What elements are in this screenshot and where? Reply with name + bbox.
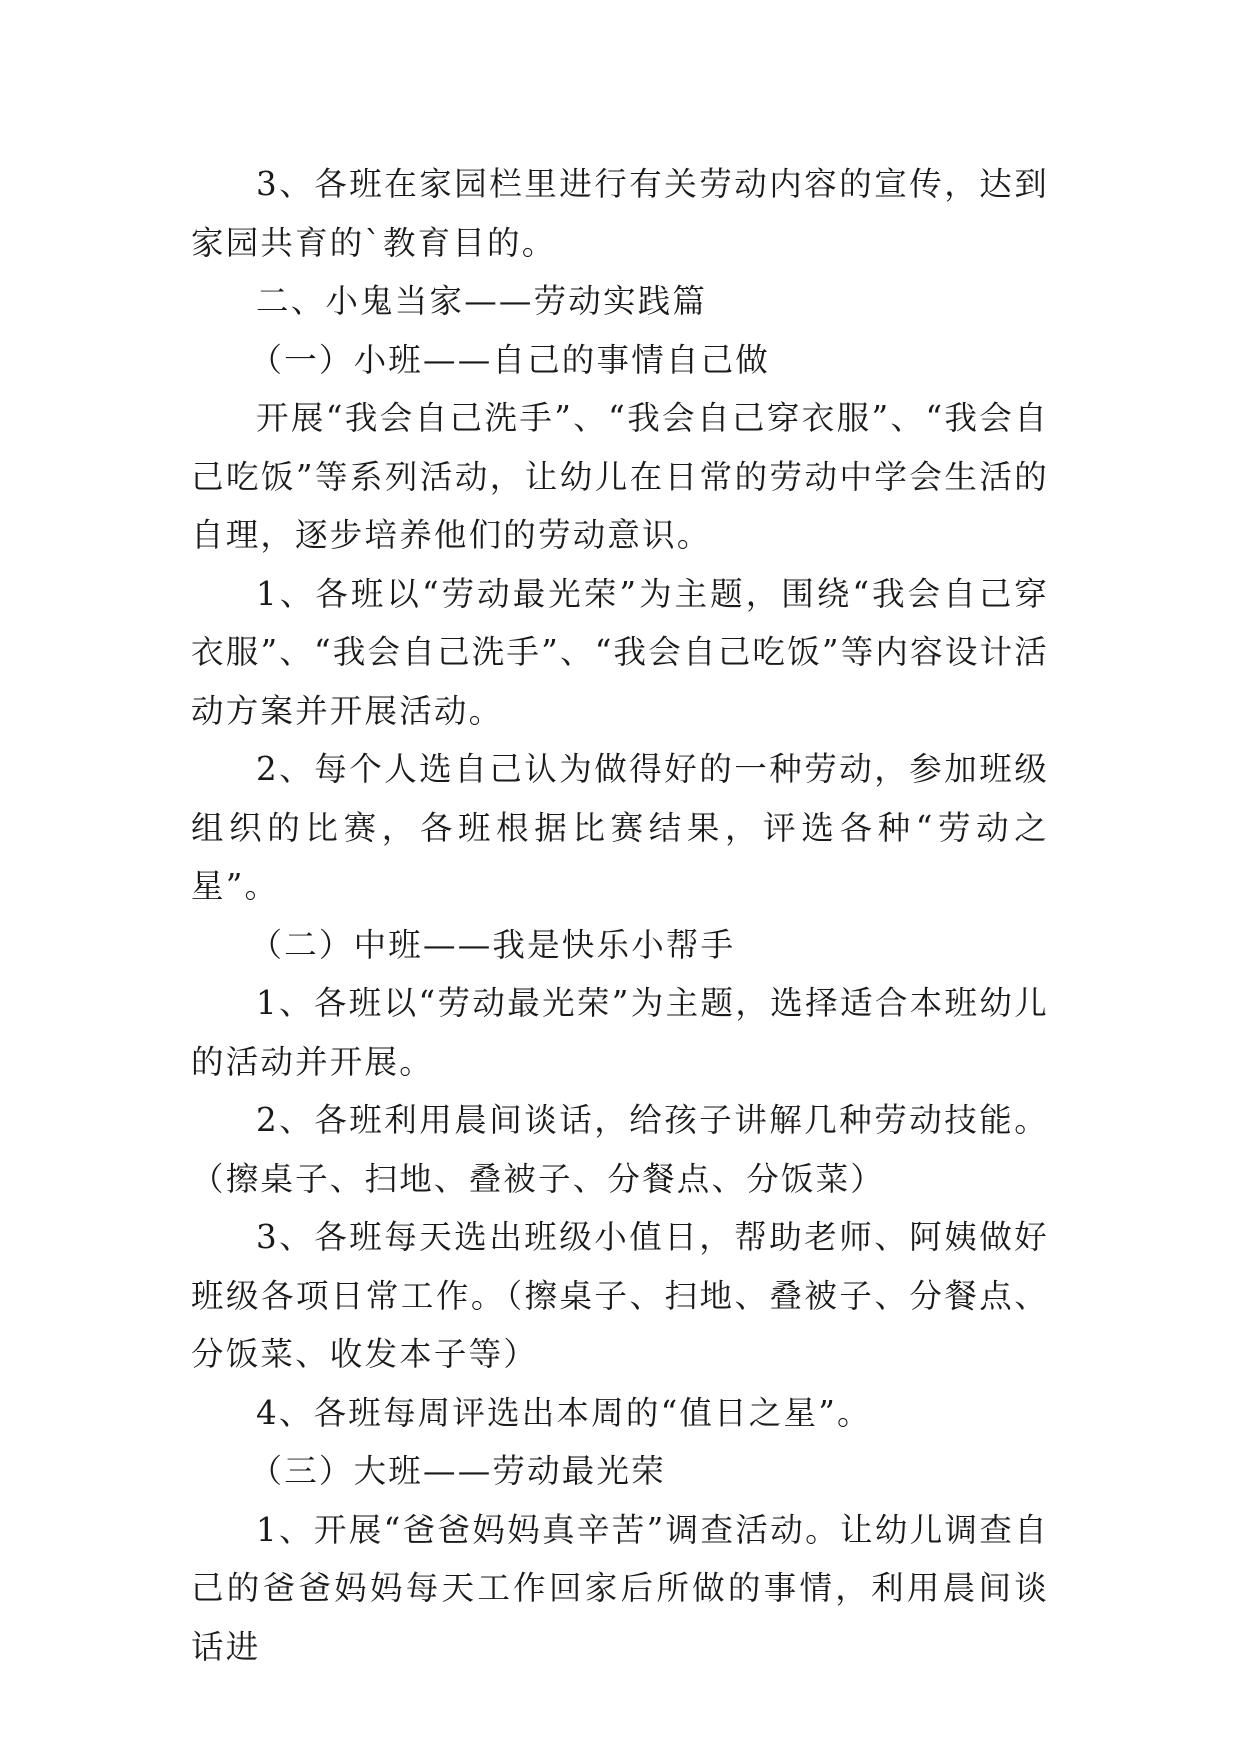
subheading-large-class: （三）大班——劳动最光荣: [249, 1452, 666, 1490]
paragraph-small-class-item-1: 1、各班以“劳动最光荣”为主题，围绕“我会自己穿衣服”、“我会自己洗手”、“我会自己吃饭”等内容设计活动方案并开展活动。: [191, 574, 1049, 730]
paragraph-middle-class-item-4: 4、各班每周评选出本周的“值日之星”。: [256, 1393, 872, 1432]
paragraph-small-class-item-2: 2、每个人选自己认为做得好的一种劳动，参加班级组织的比赛，各班根据比赛结果，评选各种“劳动之星”。: [191, 750, 1049, 905]
document-body: [191, 155, 1049, 1676]
paragraph-middle-class-item-1: 1、各班以“劳动最光荣”为主题，选择适合本班幼儿的活动并开展。: [191, 984, 1049, 1081]
subheading-middle-class: （二）中班——我是快乐小帮手: [249, 925, 736, 964]
paragraph-promotion: 3、各班在家园栏里进行有关劳动内容的宣传，达到家园共育的`教育目的。: [191, 165, 1049, 262]
paragraph-large-class-item-1: 1、开展“爸爸妈妈真辛苦”调查活动。让幼儿调查自己的爸爸妈妈每天工作回家后所做的事情，利用晨间谈话进: [191, 1510, 1049, 1666]
paragraph-middle-class-item-2: 2、各班利用晨间谈话，给孩子讲解几种劳动技能。（擦桌子、扫地、叠被子、分餐点、分饭菜）: [191, 1101, 1049, 1198]
paragraph-small-class-intro: 开展“我会自己洗手”、“我会自己穿衣服”、“我会自己吃饭”等系列活动，让幼儿在日常的劳动中学会生活的自理，逐步培养他们的劳动意识。: [191, 399, 1049, 554]
paragraph-middle-class-item-3: 3、各班每天选出班级小值日，帮助老师、阿姨做好班级各项日常工作。（擦桌子、扫地、叠被子、分餐点、分饭菜、收发本子等）: [191, 1218, 1049, 1373]
subheading-small-class: （一）小班——自己的事情自己做: [249, 340, 771, 379]
section-heading-practice: 二、小鬼当家——劳动实践篇: [256, 282, 708, 320]
